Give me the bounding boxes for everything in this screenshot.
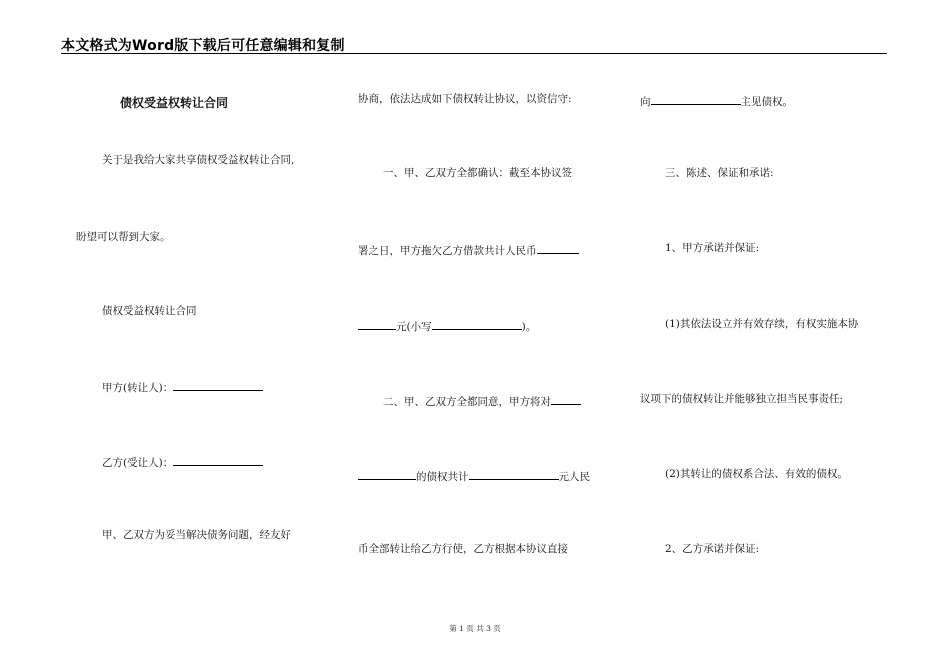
page-header-title: 本文格式为Word版下载后可任意编辑和复制 [61,38,345,54]
header-divider [61,53,887,54]
amount-figures-blank [432,319,522,330]
col3-line-6: (2)其转让的债权系合法、有效的债权。 [665,468,848,480]
intro-line-1: 关于是我给大家共享债权受益权转让合同, [102,154,295,166]
col3-line-1 [640,94,793,108]
col2-line-1: 协商，依法达成如下债权转让协议，以资信守: [358,93,572,105]
col3-line-1-text-b: 主见债权。 [740,96,793,108]
col2-line-4-text-b: )。 [521,321,537,333]
document-title: 债权受益权转让合同 [120,96,229,110]
creditor-blank [651,94,741,105]
col3-line-1-text-a: 向 [640,96,651,108]
debtor-blank [551,394,581,405]
col2-line-6-text-a: 的债权共计 [416,471,469,483]
page-number-footer: 第 1 页 共 3 页 [449,624,501,633]
col2-line-7: 币全部转让给乙方行使，乙方根据本协议直接 [358,543,568,555]
col2-line-4 [358,319,536,333]
col3-line-7: 2、乙方承诺并保证: [665,543,760,555]
party-b-blank [173,455,263,466]
debtor-name-blank [358,469,416,480]
party-a-row [102,380,263,394]
col2-line-5 [383,394,581,408]
col2-line-2: 一、甲、乙双方全都确认：截至本协议签 [383,167,572,179]
amount-blank [537,243,579,254]
col3-line-2: 三、陈述、保证和承诺: [665,167,774,179]
paragraph-start: 甲、乙双方为妥当解决债务问题，经友好 [102,529,291,541]
claim-amount-blank [469,469,559,480]
col2-line-6-text-b: 元人民 [558,471,590,483]
col2-line-5-text: 二、甲、乙双方全都同意，甲方将对 [383,396,551,408]
col2-line-3-text: 署之日，甲方拖欠乙方借款共计人民币 [358,245,537,257]
party-a-label: 甲方(转让人)： [102,382,174,394]
col3-line-4: (1)其依法设立并有效存续，有权实施本协 [665,318,859,330]
party-a-blank [173,380,263,391]
col2-line-3 [358,243,579,257]
amount-words-blank [358,319,396,330]
party-b-row [102,455,263,469]
col2-line-6 [358,469,590,483]
intro-line-2: 盼望可以帮到大家。 [76,231,171,243]
contract-subtitle: 债权受益权转让合同 [102,305,197,317]
col3-line-5: 议项下的债权转让并能够独立担当民事责任; [640,393,844,405]
col3-line-3: 1、甲方承诺并保证: [665,242,760,254]
col2-line-4-text-a: 元(小写 [396,321,432,333]
party-b-label: 乙方(受让人)： [102,457,174,469]
